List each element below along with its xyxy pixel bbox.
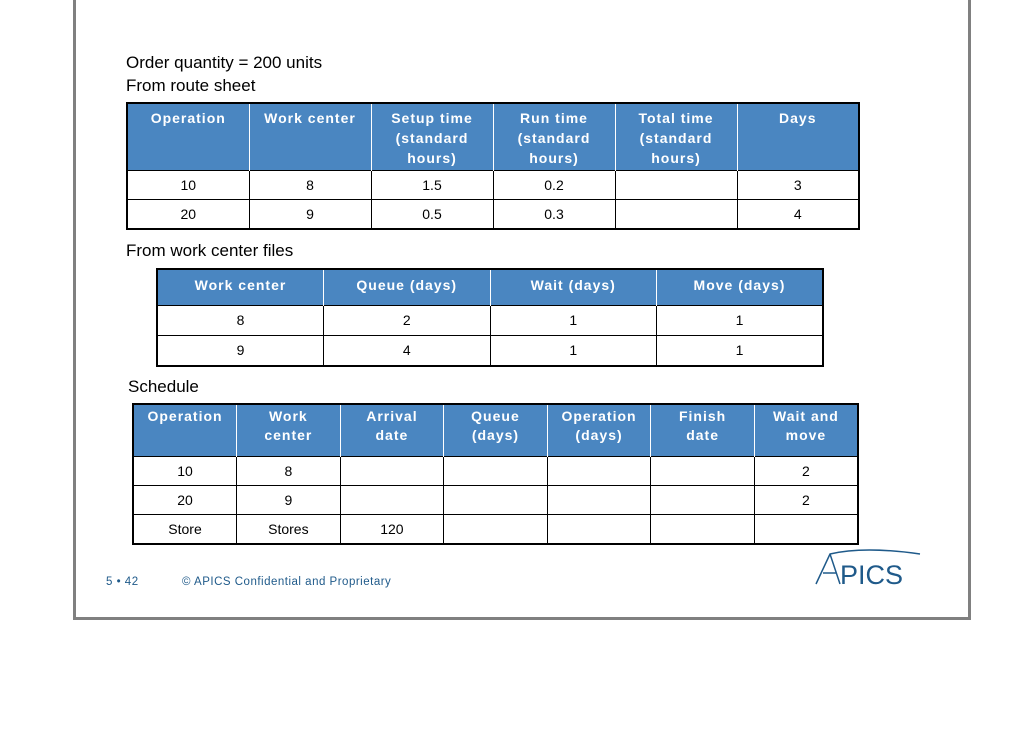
table-cell: 20: [133, 485, 237, 514]
column-header: Work center: [249, 103, 371, 170]
column-header: [754, 404, 858, 456]
table-header-row: [157, 269, 823, 305]
column-header: Wait (days): [490, 269, 657, 305]
column-header-text: Queue (days): [471, 408, 520, 443]
table-row: [127, 170, 859, 199]
column-header: [547, 404, 651, 456]
table-cell: 8: [249, 170, 371, 199]
table-cell: 1: [490, 305, 657, 335]
table-header-row: [127, 103, 859, 170]
column-header-text: Wait and move: [773, 408, 839, 443]
column-header: Move (days): [657, 269, 824, 305]
column-header: [340, 404, 444, 456]
table-cell: 10: [127, 170, 249, 199]
table-cell: 120: [340, 514, 444, 544]
column-header: [444, 404, 548, 456]
column-header-text: Finish date: [678, 408, 727, 443]
table-cell: 2: [754, 485, 858, 514]
table-cell: 0.3: [493, 199, 615, 229]
table-cell: 1: [657, 335, 824, 366]
apics-logo-mark: [814, 548, 924, 588]
table-row: [127, 199, 859, 229]
column-header-text: Arrival date: [366, 408, 418, 443]
table-cell: [547, 485, 651, 514]
table-cell: [651, 456, 755, 485]
table-cell: Store: [133, 514, 237, 544]
table-cell: 10: [133, 456, 237, 485]
table-cell: 9: [237, 485, 341, 514]
table-cell: 8: [237, 456, 341, 485]
work-center-table: [156, 268, 824, 367]
column-header: [615, 103, 737, 170]
column-header-text: Operation (days): [561, 408, 637, 443]
table-cell: 9: [157, 335, 324, 366]
copyright-text: © APICS Confidential and Proprietary: [182, 576, 392, 588]
table-cell: 20: [127, 199, 249, 229]
column-header: [651, 404, 755, 456]
column-header-text: Run time (standard hours): [517, 110, 591, 166]
column-header: Days: [737, 103, 859, 170]
table-row: [157, 335, 823, 366]
route-sheet-table: [126, 102, 860, 230]
table-cell: [444, 514, 548, 544]
table-row: [133, 485, 858, 514]
order-quantity-text: Order quantity = 200 units: [126, 53, 323, 72]
table-cell: [444, 456, 548, 485]
table-cell: [615, 199, 737, 229]
table-cell: 2: [324, 305, 491, 335]
column-header: Queue (days): [324, 269, 491, 305]
table-cell: [444, 485, 548, 514]
table-row: [133, 514, 858, 544]
table-cell: [754, 514, 858, 544]
column-header-text: Work center: [264, 408, 313, 443]
table-cell: 1: [657, 305, 824, 335]
column-header: Operation: [127, 103, 249, 170]
table-cell: 2: [754, 456, 858, 485]
table-cell: 4: [324, 335, 491, 366]
table-cell: Stores: [237, 514, 341, 544]
table-cell: 0.2: [493, 170, 615, 199]
column-header: [371, 103, 493, 170]
work-center-files-heading: From work center files: [126, 241, 294, 260]
table-cell: [615, 170, 737, 199]
logo-text: PICS: [840, 560, 904, 588]
table-cell: 1: [490, 335, 657, 366]
table-header-row: [133, 404, 858, 456]
table-cell: [651, 514, 755, 544]
table-row: [133, 456, 858, 485]
column-header: [237, 404, 341, 456]
table-cell: [547, 514, 651, 544]
table-row: [157, 305, 823, 335]
table-cell: 3: [737, 170, 859, 199]
route-sheet-heading: From route sheet: [126, 76, 256, 95]
table-cell: 8: [157, 305, 324, 335]
table-cell: [547, 456, 651, 485]
schedule-table: [132, 403, 859, 545]
page-number: 5 • 42: [106, 576, 139, 588]
table-cell: 9: [249, 199, 371, 229]
table-cell: [340, 485, 444, 514]
apics-logo: [814, 548, 924, 593]
table-cell: 4: [737, 199, 859, 229]
slide-frame: [73, 0, 971, 620]
column-header: [493, 103, 615, 170]
table-cell: 0.5: [371, 199, 493, 229]
table-cell: [340, 456, 444, 485]
column-header-text: Setup time (standard hours): [391, 110, 473, 166]
table-cell: 1.5: [371, 170, 493, 199]
column-header: Operation: [133, 404, 237, 456]
column-header: Work center: [157, 269, 324, 305]
column-header-text: Total time (standard hours): [638, 110, 714, 166]
table-cell: [651, 485, 755, 514]
schedule-heading: Schedule: [128, 377, 199, 396]
